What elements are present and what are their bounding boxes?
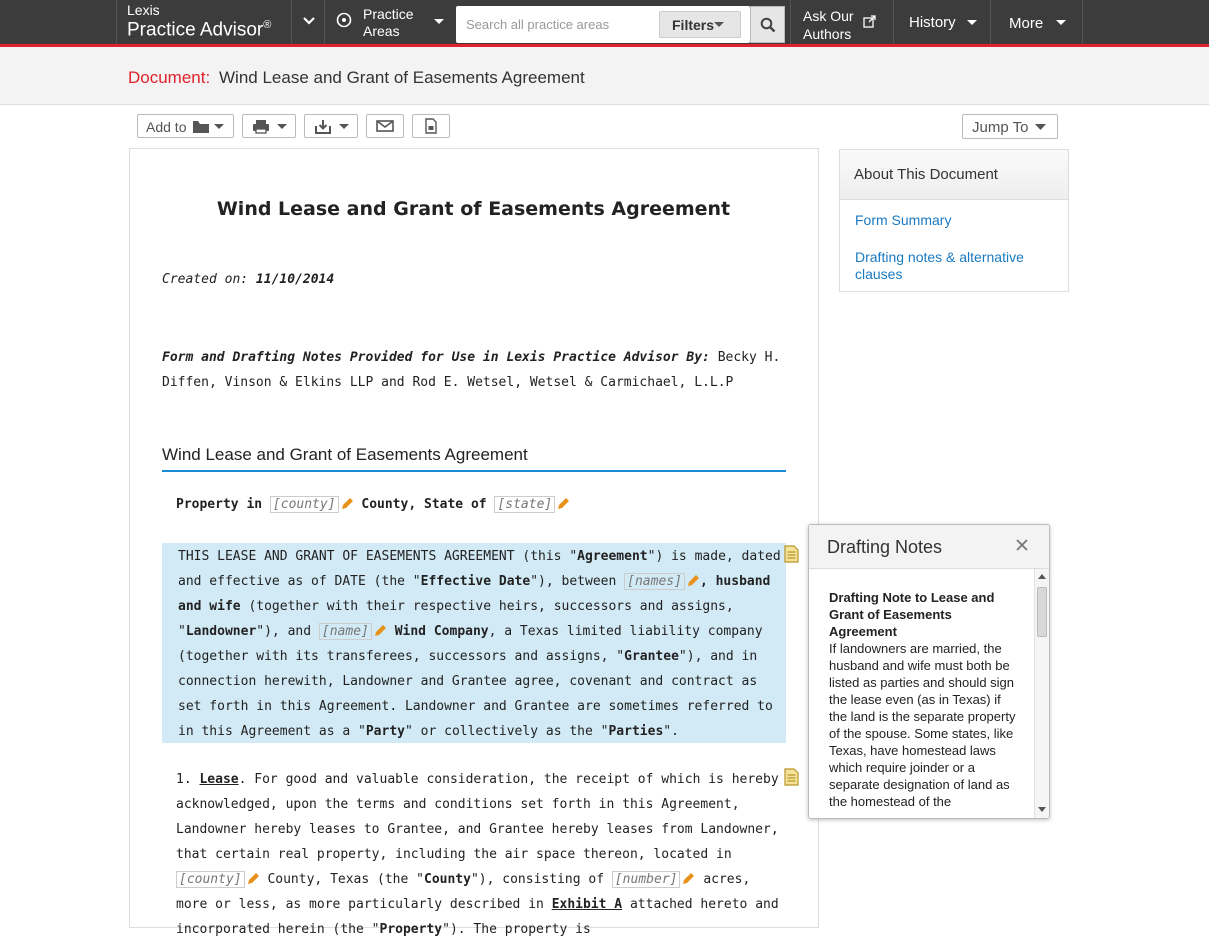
pencil-icon[interactable]	[557, 497, 570, 510]
about-document-panel	[839, 149, 1069, 292]
name-field[interactable]: [name]	[319, 623, 372, 640]
lease-county-field[interactable]: [county]	[176, 871, 245, 888]
view-pdf-button[interactable]	[412, 114, 450, 138]
names-field[interactable]: [names]	[624, 573, 685, 590]
practice-areas-label	[363, 6, 414, 40]
lease-s3: "), consisting of	[470, 872, 605, 887]
caret-down-icon	[1056, 20, 1066, 26]
drafting-notes-header	[809, 525, 1049, 569]
document-header	[0, 47, 1209, 105]
caret-down-icon	[339, 124, 349, 130]
practice-areas-line2: Areas	[363, 23, 400, 39]
envelope-icon	[376, 120, 394, 132]
term-husband-wife: , husband and wife	[178, 574, 771, 614]
printer-icon	[252, 119, 270, 134]
intro-s3: "), between	[530, 574, 617, 589]
about-header	[840, 150, 1068, 200]
scroll-down-icon[interactable]	[1038, 807, 1046, 813]
pencil-icon[interactable]	[687, 574, 700, 587]
county-field[interactable]: [county]	[270, 496, 339, 513]
byline-authors: Becky H. Diffen, Vinson & Elkins LLP and Rod E. Wetsel, Wetsel & Carmichael, L.L.P	[162, 350, 781, 390]
term-wind-company: Wind Company	[394, 624, 489, 639]
practice-areas-line1: Practice	[363, 6, 414, 22]
caret-down-icon	[967, 20, 977, 26]
add-to-label: Add to	[146, 119, 187, 135]
drafting-notes-popup	[808, 524, 1050, 819]
brand-menu-button[interactable]	[291, 0, 324, 44]
drafting-notes-title: Drafting Notes	[827, 537, 943, 557]
document-title: Wind Lease and Grant of Easements Agreement	[216, 198, 731, 220]
term-landowner: Landowner	[185, 624, 257, 639]
practice-areas-menu[interactable]	[324, 0, 454, 44]
term-parties: Parties	[608, 724, 664, 739]
brand-top: Lexis	[127, 2, 160, 18]
print-button[interactable]	[242, 114, 296, 138]
scroll-up-icon[interactable]	[1038, 574, 1046, 580]
form-summary-link[interactable]: Form Summary	[855, 212, 952, 228]
search-box	[456, 6, 750, 43]
term-grantee: Grantee	[624, 649, 679, 664]
add-to-folder-button[interactable]	[137, 114, 234, 138]
caret-down-icon	[714, 22, 724, 28]
term-county: County	[424, 872, 471, 887]
drafting-note-icon[interactable]	[784, 768, 799, 786]
external-link-icon	[863, 15, 876, 28]
history-label: History	[909, 14, 956, 31]
intro-s9: ".	[663, 724, 679, 739]
drafting-note-content	[829, 589, 1019, 810]
lease-s5: attached hereto and incorporated herein (the "	[176, 897, 779, 937]
term-party: Party	[365, 724, 405, 739]
brand-reg: ®	[263, 19, 272, 31]
search-icon	[760, 17, 776, 33]
intro-s5: "), and	[256, 624, 312, 639]
intro-s4: (together with their respective heirs, successors and assigns, "	[178, 599, 734, 639]
more-menu[interactable]	[990, 0, 1083, 44]
byline	[162, 345, 792, 395]
ask-our-authors-label	[803, 7, 854, 43]
byline-label: Form and Drafting Notes Provided for Use in Lexis Practice Advisor By:	[162, 350, 710, 365]
caret-down-icon	[1035, 124, 1046, 131]
pencil-icon[interactable]	[374, 624, 387, 637]
document-icon	[425, 118, 437, 134]
ask-our-authors-link[interactable]	[790, 0, 893, 44]
document-label: Document:	[128, 68, 211, 87]
lease-s4: acres, more or less, as more particularly described in	[176, 872, 751, 912]
created-date: 11/10/2014	[255, 272, 335, 287]
term-effective-date: Effective Date	[420, 574, 531, 589]
intro-s7: "), and in connection herewith, Landowner and Grantee agree, covenant and contract as set forth in this Agreement. Landowner and Grantee are sometimes referred to in this Agreement as a "	[178, 649, 773, 739]
caret-down-icon	[214, 124, 224, 130]
section-heading	[162, 445, 786, 472]
drafting-notes-link[interactable]: Drafting notes & alternative clauses	[855, 249, 1024, 282]
history-menu[interactable]	[893, 0, 990, 44]
term-property: Property	[379, 922, 443, 937]
brand-main-text: Practice Advisor	[127, 19, 264, 41]
brand-logo[interactable]	[116, 0, 291, 44]
intro-s2: ") is made, dated and effective as of DATE (the "	[178, 549, 781, 589]
lease-num: 1.	[176, 772, 192, 787]
ask-line1: Ask Our	[803, 8, 854, 24]
folder-icon	[192, 119, 210, 134]
exhibit-a-link[interactable]: Exhibit A	[551, 897, 623, 912]
about-heading: About This Document	[854, 166, 998, 183]
caret-down-icon	[434, 19, 444, 25]
more-label: More	[1009, 15, 1044, 32]
jump-to-label: Jump To	[972, 119, 1029, 136]
brand-main	[127, 19, 271, 41]
number-field[interactable]: [number]	[612, 871, 681, 888]
document-header-title: Wind Lease and Grant of Easements Agreement	[219, 68, 585, 87]
intro-s6: , a Texas limited liability company (together with its transferees, successors and assigns, "	[178, 624, 763, 664]
download-icon	[315, 119, 331, 134]
lease-paragraph	[176, 767, 786, 942]
term-agreement: Agreement	[577, 549, 648, 564]
intro-paragraph	[178, 544, 786, 744]
drafting-note-icon[interactable]	[784, 545, 799, 563]
top-nav	[0, 0, 1209, 47]
filters-label: Filters	[672, 17, 715, 33]
lease-s6: "). The property is	[442, 922, 591, 937]
filters-button[interactable]	[659, 11, 741, 38]
pencil-icon[interactable]	[247, 872, 260, 885]
close-icon[interactable]	[1015, 538, 1029, 552]
intro-s8: " or collectively as the "	[404, 724, 609, 739]
property-prefix: Property in	[176, 497, 263, 512]
lease-heading: Lease	[199, 772, 239, 787]
drafting-note-body: If landowners are married, the husband and wife must both be listed as parties and should sign the lease even (as in Texas) if the land is the separate property of the spouse. Some states, like Texas, have homestead laws which require joinder or a separate designation of land as the homestead of the	[829, 641, 1016, 809]
created-label: Created on:	[162, 272, 249, 287]
created-on	[162, 272, 334, 287]
intro-s1: THIS LEASE AND GRANT OF EASEMENTS AGREEMENT (this "	[178, 549, 578, 564]
compass-icon	[336, 12, 352, 28]
jump-to-dropdown[interactable]	[962, 114, 1058, 139]
search-input[interactable]	[464, 12, 658, 36]
property-line	[176, 497, 570, 512]
ask-line2: Authors	[803, 26, 852, 42]
search-button[interactable]	[750, 6, 785, 43]
state-field[interactable]: [state]	[494, 496, 555, 513]
drafting-notes-scrollbar[interactable]	[1034, 569, 1049, 818]
caret-down-icon	[277, 124, 287, 130]
scrollbar-thumb[interactable]	[1037, 587, 1047, 637]
email-button[interactable]	[366, 114, 404, 138]
download-button[interactable]	[304, 114, 358, 138]
section-heading-text: Wind Lease and Grant of Easements Agreement	[162, 445, 528, 464]
pencil-icon[interactable]	[341, 497, 354, 510]
lease-s2: County, Texas (the "	[267, 872, 424, 887]
drafting-note-title: Drafting Note to Lease and Grant of Easements Agreement	[829, 590, 995, 639]
chevron-down-icon	[302, 16, 316, 26]
property-middle: County, State of	[361, 497, 487, 512]
lease-s1: . For good and valuable consideration, the receipt of which is hereby acknowledged, upon the terms and conditions set forth in this Agreement, Landowner hereby leases to Grantee, and Grantee hereby leases from Landowner, that certain real property, including the air space thereon, located in	[176, 772, 779, 862]
pencil-icon[interactable]	[682, 872, 695, 885]
